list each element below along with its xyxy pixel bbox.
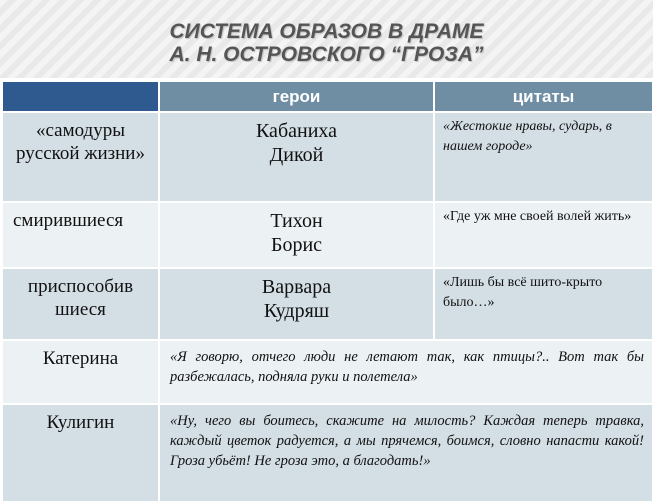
table-header-row bbox=[2, 81, 653, 112]
category-cell: «самодуры русской жизни» bbox=[2, 112, 159, 202]
quote-cell: «Ну, чего вы боитесь, скажите на милость? Каждая теперь травка, каждый цветок радуется, а мы прячемся, боимся, словно напасти какой! Гроза убьёт! Не гроза это, а благодать!» bbox=[159, 404, 653, 502]
heroes-cell bbox=[159, 112, 434, 202]
table-row bbox=[2, 340, 653, 404]
category-cell: Кулигин bbox=[2, 404, 159, 502]
characters-table bbox=[1, 80, 653, 503]
table-row bbox=[2, 268, 653, 340]
quote-cell: «Я говорю, отчего люди не летают так, как птицы?.. Вот так бы разбежалась, подняла руки и полетела» bbox=[159, 340, 653, 404]
header-blank bbox=[2, 81, 159, 112]
heroes-cell bbox=[159, 268, 434, 340]
quote-cell: «Лишь бы всё шито-крыто было…» bbox=[434, 268, 653, 340]
quote-cell: «Где уж мне своей волей жить» bbox=[434, 202, 653, 268]
category-cell: смирившиеся bbox=[2, 202, 159, 268]
heroes-cell bbox=[159, 202, 434, 268]
header-heroes: герои bbox=[159, 81, 434, 112]
hero-name: Кабаниха bbox=[255, 120, 338, 142]
quote-cell: «Жестокие нравы, сударь, в нашем городе» bbox=[434, 112, 653, 202]
category-cell: Катерина bbox=[2, 340, 159, 404]
table-row bbox=[2, 202, 653, 268]
title-line-1: СИСТЕМА ОБРАЗОВ В ДРАМЕ bbox=[169, 20, 484, 43]
hero-name: Тихон bbox=[270, 210, 323, 232]
title-line-2: А. Н. ОСТРОВСКОГО “ГРОЗА” bbox=[169, 43, 484, 66]
header-quotes: цитаты bbox=[434, 81, 653, 112]
hero-name: Борис bbox=[270, 234, 323, 256]
category-cell: приспособив шиеся bbox=[2, 268, 159, 340]
hero-name: Варвара bbox=[261, 276, 332, 298]
table-row bbox=[2, 112, 653, 202]
hero-name: Кудряш bbox=[263, 300, 330, 322]
hero-name: Дикой bbox=[269, 144, 324, 166]
slide-title bbox=[0, 20, 653, 66]
table-row bbox=[2, 404, 653, 502]
